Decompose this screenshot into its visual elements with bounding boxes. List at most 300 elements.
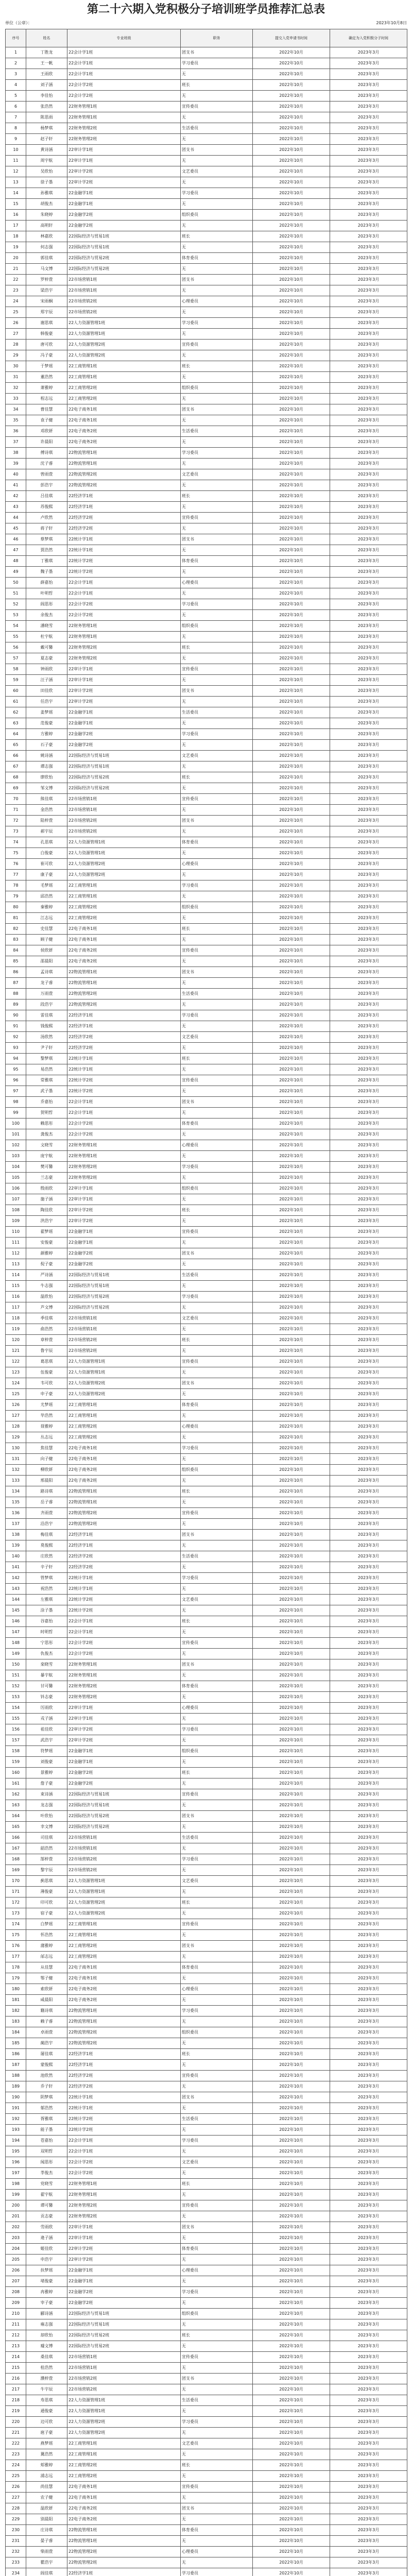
cell-active-date: 2023年3月 [330, 318, 407, 329]
cell-job: 无 [181, 956, 253, 967]
cell-major: 22人力资源管理1班 [67, 318, 181, 329]
cell-job: 文艺委员 [181, 2157, 253, 2168]
cell-job: 无 [181, 1930, 253, 1941]
cell-major: 22审计学2班 [67, 686, 181, 697]
cell-name: 曹佳慧 [26, 404, 67, 415]
cell-no: 135 [6, 1497, 26, 1508]
cell-job: 宣传委员 [181, 1789, 253, 1800]
cell-name: 宰子豪 [26, 2298, 67, 2309]
cell-active-date: 2023年3月 [330, 2265, 407, 2276]
cell-job: 无 [181, 978, 253, 989]
cell-major: 22市场营销2班 [67, 2384, 181, 2395]
cell-active-date: 2023年3月 [330, 1194, 407, 1205]
cell-job: 无 [181, 394, 253, 404]
table-row [6, 1367, 407, 1378]
cell-major: 22物流管理1班 [67, 978, 181, 989]
cell-active-date: 2023年3月 [330, 350, 407, 361]
cell-name: 通俊豪 [26, 2406, 67, 2417]
cell-name: 辛子轩 [26, 1562, 67, 1573]
cell-apply-date: 2022年10月 [253, 426, 330, 437]
cell-no: 210 [6, 2309, 26, 2319]
cell-job: 宣传委员 [181, 2200, 253, 2211]
table-row [6, 340, 407, 350]
cell-name: 何志强 [26, 242, 67, 253]
cell-name: 邱浩然 [26, 891, 67, 902]
cell-apply-date: 2022年10月 [253, 2244, 330, 2255]
cell-apply-date: 2022年10月 [253, 1962, 330, 1973]
cell-apply-date: 2022年10月 [253, 2081, 330, 2092]
cell-job: 无 [181, 2060, 253, 2071]
cell-job: 团支书 [181, 404, 253, 415]
table-row [6, 2428, 407, 2438]
cell-apply-date: 2022年10月 [253, 1389, 330, 1400]
table-row [6, 123, 407, 134]
cell-apply-date: 2022年10月 [253, 816, 330, 826]
cell-job: 班长 [181, 1205, 253, 1216]
cell-apply-date: 2022年10月 [253, 1075, 330, 1086]
cell-apply-date: 2022年10月 [253, 1227, 330, 1238]
cell-active-date: 2023年3月 [330, 545, 407, 556]
cell-apply-date: 2022年10月 [253, 1595, 330, 1605]
cell-active-date: 2023年3月 [330, 210, 407, 221]
cell-no: 71 [6, 805, 26, 816]
cell-no: 149 [6, 1649, 26, 1659]
cell-no: 153 [6, 1692, 26, 1703]
cell-major: 22工商管理1班 [67, 1919, 181, 1930]
cell-apply-date: 2022年10月 [253, 1497, 330, 1508]
cell-active-date: 2023年3月 [330, 1335, 407, 1346]
cell-job: 无 [181, 1389, 253, 1400]
table-row [6, 1811, 407, 1822]
cell-major: 22物流管理2班 [67, 1508, 181, 1519]
cell-apply-date: 2022年10月 [253, 1454, 330, 1465]
cell-no: 159 [6, 1757, 26, 1768]
cell-no: 85 [6, 956, 26, 967]
cell-name: 郝宇辰 [26, 826, 67, 837]
cell-active-date: 2023年3月 [330, 2438, 407, 2449]
cell-job: 团支书 [181, 1248, 253, 1259]
cell-no: 230 [6, 2525, 26, 2536]
cell-no: 186 [6, 2049, 26, 2060]
cell-major: 22人力资源管理2班 [67, 350, 181, 361]
cell-major: 22工商管理1班 [67, 1411, 181, 1421]
cell-job: 文艺委员 [181, 1313, 253, 1324]
cell-major: 22财务管理1班 [67, 1151, 181, 1162]
cell-major: 22人力资源管理2班 [67, 870, 181, 880]
cell-apply-date: 2022年10月 [253, 2568, 330, 2576]
cell-name: 安俊豪 [26, 1238, 67, 1248]
cell-major: 22物流管理2班 [67, 2557, 181, 2568]
cell-major: 22统计学1班 [67, 534, 181, 545]
cell-apply-date: 2022年10月 [253, 2114, 330, 2125]
cell-major: 22物流管理2班 [67, 2027, 181, 2038]
cell-major: 22会计学1班 [67, 69, 181, 80]
cell-job: 文艺委员 [181, 751, 253, 761]
cell-major: 22工商管理1班 [67, 372, 181, 383]
cell-apply-date: 2022年10月 [253, 2103, 330, 2114]
cell-job: 无 [181, 350, 253, 361]
cell-job: 无 [181, 891, 253, 902]
cell-no: 226 [6, 2482, 26, 2493]
cell-major: 22统计学2班 [67, 1605, 181, 1616]
cell-job: 团支书 [181, 2092, 253, 2103]
cell-no: 202 [6, 2222, 26, 2233]
cell-apply-date: 2022年10月 [253, 231, 330, 242]
cell-job: 班长 [181, 772, 253, 783]
cell-job: 团支书 [181, 2503, 253, 2514]
cell-name: 刘俊豪 [26, 1757, 67, 1768]
table-row [6, 285, 407, 296]
cell-apply-date: 2022年10月 [253, 2374, 330, 2384]
table-row [6, 1075, 407, 1086]
cell-name: 温欣怡 [26, 1292, 67, 1302]
cell-major: 22工商管理2班 [67, 2460, 181, 2471]
cell-active-date: 2023年3月 [330, 1324, 407, 1335]
cell-no: 29 [6, 350, 26, 361]
cell-name: 苍嘉怡 [26, 2136, 67, 2146]
cell-apply-date: 2022年10月 [253, 1205, 330, 1216]
cell-no: 134 [6, 1486, 26, 1497]
cell-no: 157 [6, 1735, 26, 1746]
cell-job: 宣传委员 [181, 1919, 253, 1930]
table-row [6, 1843, 407, 1854]
cell-name: 郏雅婷 [26, 2460, 67, 2471]
cell-apply-date: 2022年10月 [253, 2449, 330, 2460]
cell-no: 142 [6, 1573, 26, 1584]
cell-name: 罗梓萱 [26, 275, 67, 285]
cell-no: 79 [6, 891, 26, 902]
table-row [6, 967, 407, 978]
cell-major: 22会计学2班 [67, 1129, 181, 1140]
cell-job: 无 [181, 2514, 253, 2525]
cell-major: 22工商管理2班 [67, 902, 181, 913]
cell-active-date: 2023年3月 [330, 556, 407, 567]
cell-no: 44 [6, 513, 26, 523]
cell-active-date: 2023年3月 [330, 177, 407, 188]
cell-name: 康子豪 [26, 870, 67, 880]
cell-job: 心理委员 [181, 1703, 253, 1714]
cell-no: 7 [6, 112, 26, 123]
cell-active-date: 2023年3月 [330, 1573, 407, 1584]
cell-major: 22统计学1班 [67, 2103, 181, 2114]
cell-no: 9 [6, 134, 26, 145]
cell-job: 无 [181, 632, 253, 642]
cell-job: 无 [181, 480, 253, 491]
cell-no: 78 [6, 880, 26, 891]
cell-job: 无 [181, 1194, 253, 1205]
cell-major: 22财务管理2班 [67, 2211, 181, 2222]
cell-apply-date: 2022年10月 [253, 945, 330, 956]
cell-name: 牛志强 [26, 1281, 67, 1292]
cell-apply-date: 2022年10月 [253, 1908, 330, 1919]
table-row [6, 1714, 407, 1724]
cell-active-date: 2023年3月 [330, 2395, 407, 2406]
cell-major: 22电子商务1班 [67, 1973, 181, 1984]
cell-no: 106 [6, 1183, 26, 1194]
table-row [6, 1887, 407, 1897]
cell-no: 90 [6, 1010, 26, 1021]
cell-name: 孔思琪 [26, 837, 67, 848]
cell-active-date: 2023年3月 [330, 1887, 407, 1897]
table-row [6, 2341, 407, 2352]
table-row [6, 945, 407, 956]
cell-name: 梁浩宇 [26, 285, 67, 296]
cell-job: 组织委员 [181, 210, 253, 221]
cell-name: 万雨萱 [26, 989, 67, 999]
cell-major: 22财务管理2班 [67, 123, 181, 134]
table-row [6, 2168, 407, 2179]
table-row [6, 1595, 407, 1605]
cell-active-date: 2023年3月 [330, 686, 407, 697]
cell-active-date: 2023年3月 [330, 69, 407, 80]
cell-job: 无 [181, 112, 253, 123]
cell-major: 22金融学2班 [67, 729, 181, 740]
cell-job: 班长 [181, 1486, 253, 1497]
cell-job: 学习委员 [181, 2568, 253, 2576]
cell-job: 团支书 [181, 1378, 253, 1389]
table-row [6, 1292, 407, 1302]
cell-no: 183 [6, 2016, 26, 2027]
cell-name: 杨梦琪 [26, 123, 67, 134]
cell-job: 无 [181, 1627, 253, 1638]
cell-apply-date: 2022年10月 [253, 188, 330, 199]
cell-no: 43 [6, 502, 26, 513]
table-row [6, 1389, 407, 1400]
cell-no: 125 [6, 1389, 26, 1400]
cell-job: 无 [181, 2428, 253, 2438]
cell-no: 88 [6, 989, 26, 999]
cell-active-date: 2023年3月 [330, 1227, 407, 1238]
cell-apply-date: 2022年10月 [253, 1530, 330, 1540]
cell-name: 管梦琪 [26, 1573, 67, 1584]
cell-name: 俞浩然 [26, 1324, 67, 1335]
cell-job: 无 [181, 1324, 253, 1335]
table-row [6, 1724, 407, 1735]
cell-major: 22审计学1班 [67, 2222, 181, 2233]
cell-job: 学习委员 [181, 188, 253, 199]
cell-apply-date: 2022年10月 [253, 1919, 330, 1930]
cell-name: 向子健 [26, 1454, 67, 1465]
cell-name: 贡志豪 [26, 2211, 67, 2222]
cell-apply-date: 2022年10月 [253, 1692, 330, 1703]
cell-major: 22物流管理1班 [67, 2006, 181, 2016]
cell-no: 3 [6, 69, 26, 80]
cell-name: 江志远 [26, 913, 67, 924]
cell-major: 22统计学2班 [67, 2125, 181, 2136]
table-row [6, 58, 407, 69]
cell-no: 185 [6, 2038, 26, 2049]
cell-apply-date: 2022年10月 [253, 967, 330, 978]
table-row [6, 318, 407, 329]
cell-major: 22工商管理1班 [67, 1930, 181, 1941]
cell-major: 22金融学1班 [67, 199, 181, 210]
cell-no: 17 [6, 221, 26, 231]
cell-name: 莘俊杰 [26, 2168, 67, 2179]
cell-apply-date: 2022年10月 [253, 123, 330, 134]
cell-name: 沈子睿 [26, 459, 67, 469]
cell-apply-date: 2022年10月 [253, 1248, 330, 1259]
table-row [6, 783, 407, 794]
cell-active-date: 2023年3月 [330, 491, 407, 502]
cell-major: 22物流管理2班 [67, 469, 181, 480]
cell-major: 22财务管理1班 [67, 632, 181, 642]
cell-job: 无 [181, 1173, 253, 1183]
cell-major: 22统计学1班 [67, 1054, 181, 1064]
cell-job: 无 [181, 1108, 253, 1118]
table-row [6, 2060, 407, 2071]
cell-active-date: 2023年3月 [330, 1724, 407, 1735]
table-row [6, 1335, 407, 1346]
cell-no: 1 [6, 47, 26, 58]
cell-job: 无 [181, 1822, 253, 1833]
table-row [6, 2103, 407, 2114]
cell-name: 黄诗涵 [26, 145, 67, 156]
col-header-no: 序号 [6, 29, 26, 47]
cell-apply-date: 2022年10月 [253, 924, 330, 935]
cell-no: 60 [6, 686, 26, 697]
table-row [6, 621, 407, 632]
cell-name: 胡俊杰 [26, 199, 67, 210]
cell-no: 58 [6, 664, 26, 675]
cell-no: 144 [6, 1595, 26, 1605]
cell-no: 24 [6, 296, 26, 307]
cell-name: 程志远 [26, 394, 67, 404]
cell-no: 45 [6, 523, 26, 534]
cell-no: 15 [6, 199, 26, 210]
cell-job: 无 [181, 935, 253, 945]
cell-active-date: 2023年3月 [330, 718, 407, 729]
table-row [6, 2233, 407, 2244]
cell-active-date: 2023年3月 [330, 2027, 407, 2038]
table-row [6, 199, 407, 210]
cell-name: 李佳怡 [26, 91, 67, 101]
cell-major: 22财务管理1班 [67, 1670, 181, 1681]
cell-no: 132 [6, 1465, 26, 1476]
cell-active-date: 2023年3月 [330, 1259, 407, 1270]
cell-active-date: 2023年3月 [330, 2016, 407, 2027]
cell-apply-date: 2022年10月 [253, 1400, 330, 1411]
table-row [6, 2114, 407, 2125]
cell-active-date: 2023年3月 [330, 1238, 407, 1248]
cell-apply-date: 2022年10月 [253, 1897, 330, 1908]
table-row [6, 1086, 407, 1097]
cell-job: 文艺委员 [181, 469, 253, 480]
cell-active-date: 2023年3月 [330, 2417, 407, 2428]
cell-active-date: 2023年3月 [330, 513, 407, 523]
table-row [6, 1129, 407, 1140]
table-row [6, 794, 407, 805]
table-row [6, 2016, 407, 2027]
cell-major: 22人力资源管理1班 [67, 848, 181, 859]
cell-apply-date: 2022年10月 [253, 264, 330, 275]
cell-apply-date: 2022年10月 [253, 1930, 330, 1941]
cell-job: 无 [181, 783, 253, 794]
cell-no: 101 [6, 1129, 26, 1140]
table-row [6, 2081, 407, 2092]
cell-apply-date: 2022年10月 [253, 1064, 330, 1075]
cell-no: 171 [6, 1887, 26, 1897]
cell-no: 177 [6, 1952, 26, 1962]
cell-apply-date: 2022年10月 [253, 610, 330, 621]
cell-apply-date: 2022年10月 [253, 1649, 330, 1659]
cell-no: 209 [6, 2298, 26, 2309]
cell-apply-date: 2022年10月 [253, 2330, 330, 2341]
table-row [6, 2319, 407, 2330]
cell-job: 无 [181, 372, 253, 383]
cell-name: 申子豪 [26, 1389, 67, 1400]
cell-name: 赖思彤 [26, 1118, 67, 1129]
cell-active-date: 2023年3月 [330, 2146, 407, 2157]
cell-active-date: 2023年3月 [330, 1919, 407, 1930]
cell-apply-date: 2022年10月 [253, 1183, 330, 1194]
cell-active-date: 2023年3月 [330, 870, 407, 880]
cell-major: 22市场营销2班 [67, 826, 181, 837]
cell-job: 生活委员 [181, 1270, 253, 1281]
cell-no: 72 [6, 816, 26, 826]
cell-major: 22审计学1班 [67, 145, 181, 156]
cell-active-date: 2023年3月 [330, 1086, 407, 1097]
cell-job: 文艺委员 [181, 1876, 253, 1887]
cell-active-date: 2023年3月 [330, 935, 407, 945]
cell-active-date: 2023年3月 [330, 2503, 407, 2514]
table-row [6, 2503, 407, 2514]
cell-job: 无 [181, 761, 253, 772]
cell-active-date: 2023年3月 [330, 2244, 407, 2255]
cell-name: 祝浩然 [26, 1584, 67, 1595]
cell-apply-date: 2022年10月 [253, 2255, 330, 2265]
cell-active-date: 2023年3月 [330, 729, 407, 740]
cell-name: 袁子健 [26, 415, 67, 426]
cell-name: 潘晓雪 [26, 621, 67, 632]
table-row [6, 1421, 407, 1432]
cell-name: 钭志豪 [26, 1692, 67, 1703]
cell-name: 边可欣 [26, 2417, 67, 2428]
cell-name: 祖佳欣 [26, 1724, 67, 1735]
cell-name: 彭浩宇 [26, 480, 67, 491]
cell-active-date: 2023年3月 [330, 2525, 407, 2536]
cell-apply-date: 2022年10月 [253, 913, 330, 924]
cell-name: 屠佳琪 [26, 2049, 67, 2060]
cell-major: 22人力资源管理1班 [67, 329, 181, 340]
cell-active-date: 2023年3月 [330, 2482, 407, 2493]
cell-major: 22审计学2班 [67, 2244, 181, 2255]
cell-major: 22市场营销1班 [67, 2352, 181, 2363]
cell-name: 唐可欣 [26, 340, 67, 350]
cell-job: 无 [181, 1735, 253, 1746]
cell-apply-date: 2022年10月 [253, 621, 330, 632]
cell-major: 22统计学1班 [67, 2092, 181, 2103]
cell-major: 22审计学2班 [67, 1735, 181, 1746]
cell-name: 汤欣然 [26, 1032, 67, 1043]
cell-major: 22人力资源管理2班 [67, 1897, 181, 1908]
cell-job: 无 [181, 675, 253, 686]
cell-job: 学习委员 [181, 1443, 253, 1454]
cell-job: 班长 [181, 231, 253, 242]
cell-active-date: 2023年3月 [330, 1173, 407, 1183]
cell-major: 22审计学1班 [67, 156, 181, 166]
cell-major: 22经济学1班 [67, 1540, 181, 1551]
cell-active-date: 2023年3月 [330, 469, 407, 480]
cell-no: 123 [6, 1367, 26, 1378]
table-row [6, 935, 407, 945]
cell-apply-date: 2022年10月 [253, 880, 330, 891]
cell-major: 22财务管理2班 [67, 134, 181, 145]
cell-major: 22金融学2班 [67, 1259, 181, 1270]
cell-active-date: 2023年3月 [330, 1768, 407, 1778]
cell-name: 张浩然 [26, 101, 67, 112]
cell-active-date: 2023年3月 [330, 1389, 407, 1400]
cell-job: 团支书 [181, 967, 253, 978]
